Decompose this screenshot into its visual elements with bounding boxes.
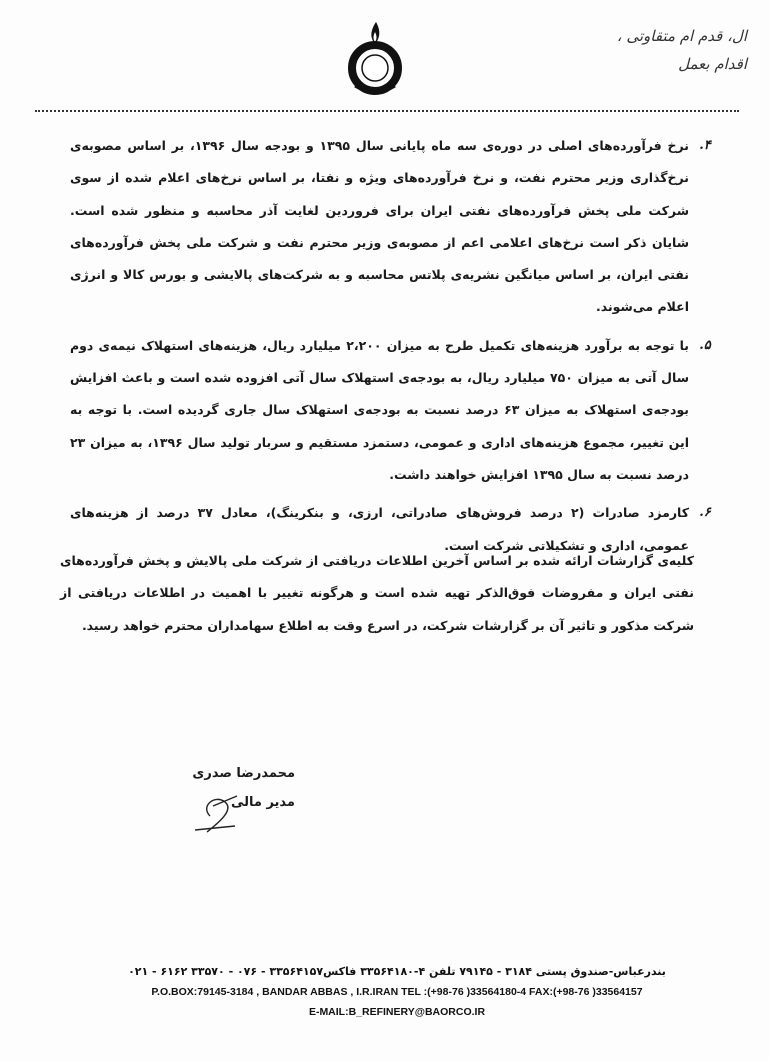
item-number: ۴. — [699, 138, 711, 153]
item-text: نرخ فرآورده‌های اصلی در دوره‌ی سه ماه پایانی سال ۱۳۹۵ و بودجه سال ۱۳۹۶، بر اساس مصوبه‌ی نرخ‌گذاری وزیر محترم نفت، و نرخ فرآورده‌های ویژه و نفتا، بر اساس نرخ‌های اعلام شده از سوی شرکت ملی پخش فرآورده‌های نفتی ایران برای فروردین لغایت آذر محاسبه و منظور شده است. شایان ذکر است نرخ‌های اعلامی اعم از مصوبه‌ی وزیر محترم نفت و شرکت ملی پخش فرآورده‌های نفتی ایران، بر اساس میانگین نشریه‌ی پلاتس محاسبه و به شرکت‌های پالایشی و بورس کالا و انرژی اعلام می‌شوند. — [70, 138, 689, 315]
company-logo — [345, 18, 405, 98]
item-number: ۶. — [699, 505, 711, 521]
handwritten-note-line-1: ال، قدم ام متقاوتی ، — [616, 27, 747, 45]
closing-paragraph: کلیه‌ی گزارشات ارائه شده بر اساس آخرین اطلاعات دریافتی از شرکت ملی پالایش و پخش فرآورده‌های نفتی ایران و مفروضات فوق‌الذکر تهیه شده است و هرگونه تغییر با اهمیت در اطلاعات دریافتی از شرکت مذکور و تاثیر آن بر گزارشات شرکت، در اسرع وقت به اطلاع سهامداران محترم خواهد رسید. — [60, 553, 694, 633]
footer-email: E-MAIL:B_REFINERY@BAORCO.IR — [308, 1006, 486, 1018]
signatory-title: مدیر مالی — [230, 795, 295, 810]
note-items — [70, 130, 711, 568]
header-divider — [35, 110, 739, 112]
item-number: ۵. — [699, 337, 711, 353]
handwritten-note-line-2: اقدام بعمل — [678, 55, 747, 73]
item-text: کارمزد صادرات (۲ درصد فروش‌های صادراتی، ارزی، و بنکرینگ)، معادل ۳۷ درصد از هزینه‌های عمومی، اداری و تشکیلاتی شرکت است. — [70, 505, 690, 553]
note-item — [70, 330, 711, 491]
footer-address-fa: بندرعباس-صندوق پستی ۳۱۸۴ - ۷۹۱۴۵ تلفن ۴-۳۳۵۶۴۱۸۰ فاکس۳۳۵۶۴۱۵۷ - ۰۷۶ - ۳۳۵۷۰ ۶۱۶۲ - ۰۲۱ — [128, 965, 666, 978]
note-item — [70, 130, 711, 324]
item-text: با توجه به برآورد هزینه‌های تکمیل طرح به میزان ۲،۲۰۰ میلیارد ریال، هزینه‌های استهلاک نیمه‌ی دوم سال آتی به میزان ۷۵۰ میلیارد ریال، به بودجه‌ی استهلاک سال آتی افزوده شده است و باعث افزایش بودجه‌ی استهلاک به میزان ۶۳ درصد نسبت به بودجه‌ی استهلاک سال جاری گردیده است. با توجه به این تغییر، مجموع هزینه‌های اداری و عمومی، دستمزد مستقیم و سربار تولید سال ۱۳۹۶، به میزان ۲۳ درصد نسبت به سال ۱۳۹۵ افزایش خواهند داشت. — [70, 337, 689, 482]
signatory-name: محمدرضا صدری — [192, 766, 295, 781]
footer-address-en: P.O.BOX:79145-3184 , BANDAR ABBAS , I.R.IRAN TEL :(+98-76 )33564180-4 FAX:(+98-76 )33564157 — [151, 986, 643, 998]
signature-block — [155, 766, 295, 836]
letter-footer — [95, 962, 699, 1022]
handwritten-note — [587, 22, 747, 78]
